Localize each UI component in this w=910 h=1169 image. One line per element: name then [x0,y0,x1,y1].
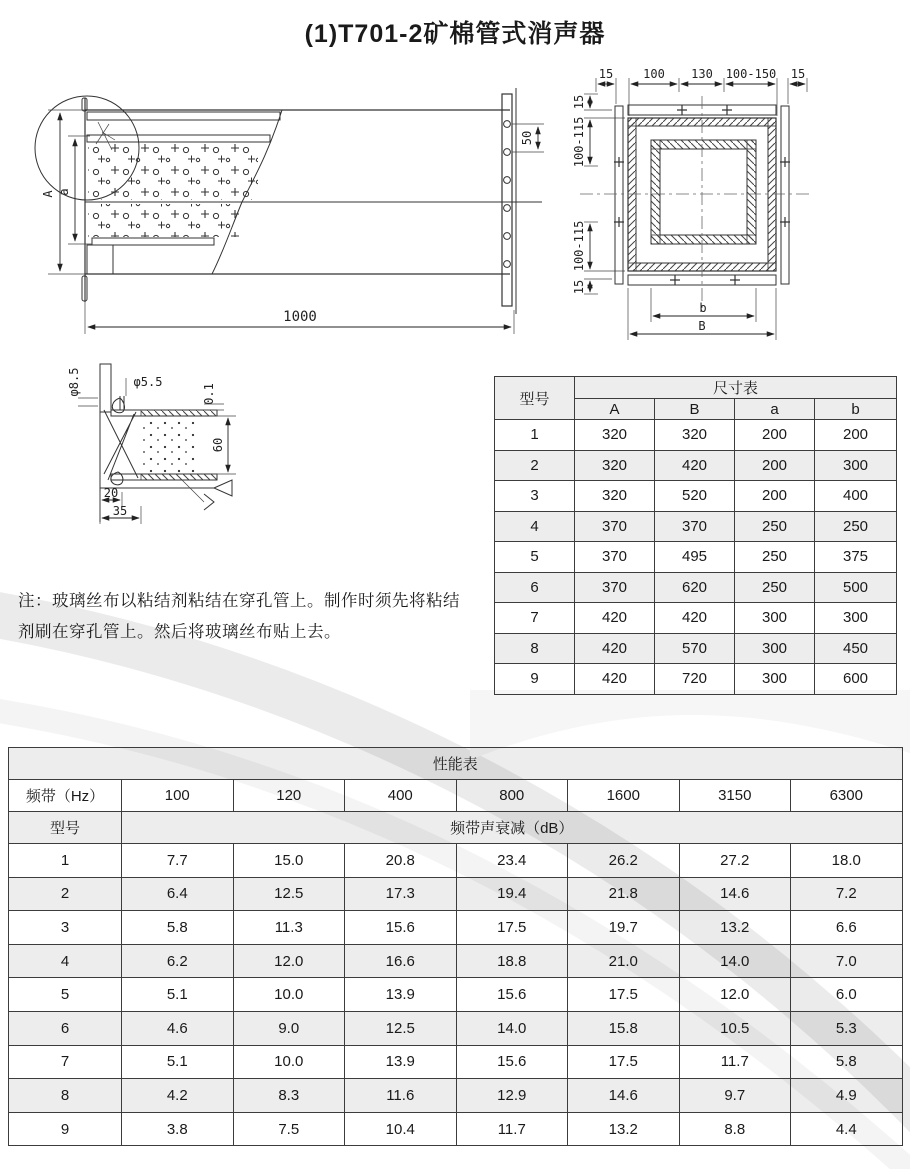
dim-label-left-100-115a: 100-115 [572,116,586,168]
row-value-cell: 12.5 [345,1011,457,1045]
table-row [9,911,903,945]
row-value-cell: 4.9 [791,1079,903,1113]
dim-table-col-a: a [735,399,815,420]
row-value-cell: 14.6 [679,877,791,911]
row-value-cell: 520 [655,481,735,512]
performance-table [8,747,903,1146]
row-value-cell: 420 [575,633,655,664]
row-model-cell: 1 [9,844,122,878]
dim-label-hole-dia: φ8.5 [67,367,81,397]
cross-section-drawing [572,66,907,348]
table-row [9,944,903,978]
row-value-cell: 17.5 [568,1045,680,1079]
table-row [495,572,897,603]
row-value-cell: 6.4 [122,877,234,911]
row-value-cell: 19.7 [568,911,680,945]
row-model-cell: 9 [9,1112,122,1146]
row-value-cell: 200 [815,420,897,451]
row-value-cell: 320 [575,420,655,451]
row-value-cell: 14.0 [679,944,791,978]
perf-table-freq-1600: 1600 [568,780,680,812]
row-value-cell: 7.2 [791,877,903,911]
dim-label-top-15a: 15 [598,67,614,81]
perf-table-freq-3150: 3150 [679,780,791,812]
row-value-cell: 300 [815,450,897,481]
outlet-flange [502,88,516,314]
row-value-cell: 8.3 [233,1079,345,1113]
dim-label-left-15a: 15 [572,94,586,110]
table-row [495,481,897,512]
row-model-cell: 3 [9,911,122,945]
row-value-cell: 12.5 [233,877,345,911]
table-row [9,877,903,911]
table-row [9,1079,903,1113]
row-value-cell: 10.5 [679,1011,791,1045]
break-flag [214,480,232,496]
table-row [9,1112,903,1146]
row-model-cell: 8 [495,633,575,664]
row-value-cell: 27.2 [679,844,791,878]
row-value-cell: 11.7 [456,1112,568,1146]
row-value-cell: 4.4 [791,1112,903,1146]
row-value-cell: 500 [815,572,897,603]
row-value-cell: 370 [655,511,735,542]
row-value-cell: 21.8 [568,877,680,911]
row-value-cell: 300 [735,664,815,695]
row-value-cell: 5.1 [122,1045,234,1079]
row-value-cell: 7.5 [233,1112,345,1146]
row-value-cell: 13.2 [568,1112,680,1146]
row-value-cell: 370 [575,572,655,603]
row-value-cell: 18.0 [791,844,903,878]
row-value-cell: 16.6 [345,944,457,978]
row-model-cell: 6 [9,1011,122,1045]
dim-label-left-100-115b: 100-115 [572,220,586,272]
row-value-cell: 200 [735,481,815,512]
row-value-cell: 17.3 [345,877,457,911]
dim-table-col-B: B [655,399,735,420]
row-value-cell: 18.8 [456,944,568,978]
dim-table-body [495,420,897,695]
row-value-cell: 375 [815,542,897,573]
row-value-cell: 10.0 [233,1045,345,1079]
row-value-cell: 400 [815,481,897,512]
perf-table-freq-400: 400 [345,780,457,812]
perf-table-atten-header: 频带声衰减（dB） [122,812,903,844]
table-row [495,450,897,481]
row-model-cell: 8 [9,1079,122,1113]
table-row [9,1011,903,1045]
perf-table-freq-800: 800 [456,780,568,812]
dimension-a [57,136,92,244]
row-value-cell: 3.8 [122,1112,234,1146]
inner-duct [651,140,756,244]
row-value-cell: 26.2 [568,844,680,878]
side-view-drawing [30,78,575,350]
row-value-cell: 5.3 [791,1011,903,1045]
row-value-cell: 320 [575,481,655,512]
row-value-cell: 13.9 [345,978,457,1012]
row-value-cell: 6.2 [122,944,234,978]
detail-drawing [64,348,254,540]
row-value-cell: 17.5 [456,911,568,945]
table-row [495,420,897,451]
row-value-cell: 12.0 [233,944,345,978]
row-value-cell: 720 [655,664,735,695]
dim-label-35: 35 [112,504,128,518]
row-value-cell: 600 [815,664,897,695]
row-value-cell: 250 [815,511,897,542]
row-value-cell: 15.6 [345,911,457,945]
row-model-cell: 9 [495,664,575,695]
row-value-cell: 13.9 [345,1045,457,1079]
dim-label-b: b [699,301,707,315]
row-value-cell: 15.0 [233,844,345,878]
dim-label-B: B [698,319,706,333]
row-value-cell: 5.8 [122,911,234,945]
row-value-cell: 250 [735,572,815,603]
row-value-cell: 15.6 [456,978,568,1012]
row-value-cell: 6.6 [791,911,903,945]
row-value-cell: 15.8 [568,1011,680,1045]
perf-table-freq-6300: 6300 [791,780,903,812]
row-value-cell: 200 [735,450,815,481]
row-value-cell: 300 [815,603,897,634]
row-value-cell: 370 [575,511,655,542]
row-model-cell: 2 [9,877,122,911]
page-title: (1)T701-2矿棉管式消声器 [304,20,606,48]
row-value-cell: 300 [735,633,815,664]
row-value-cell: 620 [655,572,735,603]
row-value-cell: 6.0 [791,978,903,1012]
row-value-cell: 250 [735,542,815,573]
row-value-cell: 5.1 [122,978,234,1012]
dim-table-col-b: b [815,399,897,420]
dimension-hole-pitch [512,124,544,152]
dimension-length [85,280,514,334]
dim-label-pin-dia: φ5.5 [133,375,163,389]
row-value-cell: 450 [815,633,897,664]
weld-mark [204,494,214,510]
row-value-cell: 320 [575,450,655,481]
row-value-cell: 8.8 [679,1112,791,1146]
row-value-cell: 11.6 [345,1079,457,1113]
dim-label-top-100-150: 100-150 [725,67,777,81]
table-row [495,664,897,695]
row-value-cell: 12.9 [456,1079,568,1113]
table-row [495,633,897,664]
row-model-cell: 3 [495,481,575,512]
row-model-cell: 5 [495,542,575,573]
row-value-cell: 10.0 [233,978,345,1012]
row-model-cell: 4 [9,944,122,978]
dim-table-model-header: 型号 [495,377,575,420]
table-row [495,511,897,542]
row-model-cell: 7 [495,603,575,634]
row-value-cell: 21.0 [568,944,680,978]
row-model-cell: 6 [495,572,575,603]
perf-table-model-header: 型号 [9,812,122,844]
row-model-cell: 4 [495,511,575,542]
perf-table-freq-header: 频带（Hz） [9,780,122,812]
table-row [495,542,897,573]
row-model-cell: 2 [495,450,575,481]
table-row [9,1045,903,1079]
row-value-cell: 420 [575,664,655,695]
row-value-cell: 23.4 [456,844,568,878]
row-value-cell: 14.6 [568,1079,680,1113]
row-value-cell: 12.0 [679,978,791,1012]
row-value-cell: 420 [655,450,735,481]
dim-label-top-100: 100 [643,67,665,81]
row-model-cell: 5 [9,978,122,1012]
table-row [9,978,903,1012]
row-value-cell: 15.6 [456,1045,568,1079]
duct-body [82,98,542,302]
row-value-cell: 200 [735,420,815,451]
row-value-cell: 420 [575,603,655,634]
row-value-cell: 7.0 [791,944,903,978]
table-row [9,844,903,878]
row-value-cell: 13.2 [679,911,791,945]
row-value-cell: 5.8 [791,1045,903,1079]
row-value-cell: 250 [735,511,815,542]
dim-table-col-A: A [575,399,655,420]
row-value-cell: 20.8 [345,844,457,878]
dim-label-20: 20 [103,486,119,500]
row-value-cell: 10.4 [345,1112,457,1146]
dimension-b [651,288,756,322]
row-value-cell: 320 [655,420,735,451]
row-value-cell: 4.2 [122,1079,234,1113]
table-row [495,603,897,634]
row-value-cell: 19.4 [456,877,568,911]
dim-label-left-15b: 15 [572,279,586,295]
dim-label-top-130: 130 [691,67,713,81]
note-text: 注：玻璃丝布以粘结剂粘结在穿孔管上。制作时须先将粘结剂刷在穿孔管上。然后将玻璃丝布贴上去。 [18,592,460,641]
row-value-cell: 9.0 [233,1011,345,1045]
row-value-cell: 570 [655,633,735,664]
row-value-cell: 420 [655,603,735,634]
dim-label-50: 50 [520,130,534,146]
row-value-cell: 14.0 [456,1011,568,1045]
row-value-cell: 300 [735,603,815,634]
perf-table-freq-100: 100 [122,780,234,812]
dim-label-1000: 1000 [283,309,317,325]
dimension-table [494,376,897,695]
row-model-cell: 1 [495,420,575,451]
row-model-cell: 7 [9,1045,122,1079]
perf-table-body [9,844,903,1146]
glass-cloth-wrap [104,396,138,485]
dim-label-a: a [57,188,71,196]
row-value-cell: 495 [655,542,735,573]
perf-table-title: 性能表 [9,748,903,780]
perf-table-freq-120: 120 [233,780,345,812]
row-value-cell: 11.7 [679,1045,791,1079]
row-value-cell: 17.5 [568,978,680,1012]
dim-label-A: A [41,190,55,198]
row-value-cell: 9.7 [679,1079,791,1113]
row-value-cell: 7.7 [122,844,234,878]
dim-label-top-15b: 15 [790,67,806,81]
dim-table-title: 尺寸表 [575,377,897,399]
row-value-cell: 4.6 [122,1011,234,1045]
dim-label-cloth: 0.1 [202,383,216,405]
row-value-cell: 11.3 [233,911,345,945]
dim-label-60: 60 [211,437,225,453]
row-value-cell: 370 [575,542,655,573]
